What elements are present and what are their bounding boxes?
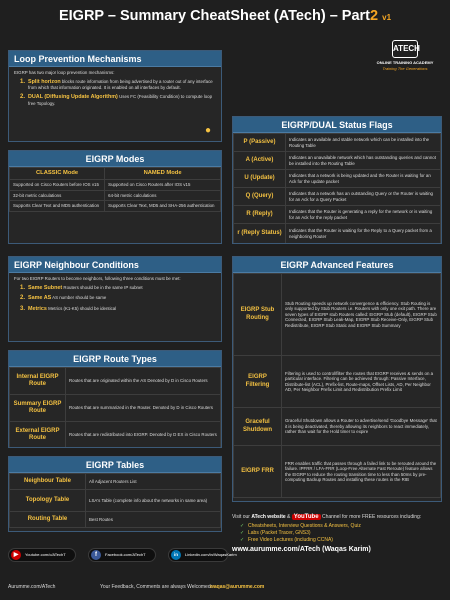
youtube-badge[interactable]: YouTube: [293, 514, 319, 520]
table-row: Supports Clear Text and MD5 authentication Supports Clear Text, MD5 and SHA-256 authentication: [10, 201, 221, 212]
status-flags-header: EIGRP/DUAL Status Flags: [233, 117, 441, 133]
page-title: [0, 2, 450, 30]
footer: [0, 582, 450, 596]
list-item: ✓ Cheatsheets, Interview Questions & Answers, Quiz: [232, 523, 442, 530]
title-part: 2: [370, 8, 379, 24]
logo-mark: ATECH: [392, 40, 418, 58]
table-row: Topology Table LSA's Table (complete info about the networks in same area): [10, 490, 221, 512]
table-row: EIGRP Stub Routing Stub Routing speeds up network convergence & efficiency. Stub Routing is only supported by Stub Routers i.e. Routers with only one exit path. There are seven types of EIGRP stub Routers called: EIGRP Stub (default), EIGRP Stub Connected, EIGRP Stub Leak-Map, EIGRP Stub Receive-Only, EIGRP Stub Redistribute, EIGRP Stub Static and EIGRP Stub Summary: [234, 274, 441, 356]
col-classic: CLASSIC Mode: [10, 168, 105, 180]
promo-list: [232, 523, 442, 544]
table-row: Supported on Cisco Routers before IOS v15 Supported on Cisco Routers after IOS v15: [10, 180, 221, 191]
atech-url-link[interactable]: www.aurumme.com/ATech (Waqas Karim): [232, 545, 371, 553]
modes-table: [9, 167, 221, 212]
logo-tagline: Training The Generations: [382, 66, 428, 71]
advanced-table: [233, 273, 441, 498]
table-row: Routing Table Best Routes: [10, 512, 221, 528]
list-item: 3. Metrics Metrics (K1-K5) should be identical: [20, 305, 117, 312]
lightbulb-icon: ●: [205, 125, 212, 136]
col-named: NAMED Mode: [105, 168, 221, 180]
table-row: P (Passive) Indicates an available and stable network which can be installed into the Routing Table: [234, 134, 441, 152]
loop-prevention-intro: EIGRP has two major loop prevention mechanisms:: [14, 70, 115, 75]
promo-section: [232, 514, 442, 580]
modes-header: EIGRP Modes: [9, 151, 221, 167]
table-row: A (Active) Indicates an unavailable network which has outstanding queries and cannot be installed into the Routing Table: [234, 152, 441, 170]
social-facebook-link[interactable]: f Facebook.com/ATechT: [88, 548, 156, 562]
advanced-section: [232, 256, 442, 502]
loop-prevention-header: Loop Prevention Mechanisms: [9, 51, 221, 67]
linkedin-icon: in: [171, 550, 181, 560]
youtube-icon: ▶: [11, 550, 21, 560]
facebook-icon: f: [91, 550, 101, 560]
footer-feedback: Your Feedback, Comments are always Welcomed:: [100, 584, 212, 590]
neighbour-intro: For two EIGRP Routers to become neighbors, following three conditions must be met:: [14, 276, 181, 281]
tables-table: [9, 473, 221, 528]
list-item: 1. Same Subnet Routers should be in the same IP subnet: [20, 284, 143, 291]
list-item: ✓ Free Video Lectures (including CCNA): [232, 537, 442, 544]
social-linkedin-link[interactable]: in Linkedin.com/in/WaqasKarim: [168, 548, 228, 562]
tables-section: [8, 456, 222, 532]
status-flags-table: [233, 133, 441, 244]
table-row: Graceful Shutdown Graceful Shutdown allows a Router to advertise/send 'Goodbye Message' that it is being deactivated, thereby allowing its neighbors to react immediately, rather than wait for the Hold timer to expire: [234, 408, 441, 446]
title-text: EIGRP – Summary CheatSheet (ATech) – Part: [58, 8, 371, 24]
table-row: Summary EIGRP Route Routes that are summarized in the Router. Denoted by D in Cisco Routers: [10, 395, 221, 422]
table-row: Q (Query) Indicates that a network has an outstanding Query or the Router is waiting for an Ack for a Query Packet: [234, 188, 441, 206]
loop-prevention-section: [8, 50, 222, 142]
promo-intro: Visit our ATech website & YouTube Channel for more FREE resources including:: [232, 514, 422, 520]
list-item: 2. Same AS AS number should be same: [20, 295, 107, 301]
route-types-section: [8, 350, 222, 448]
table-row: r (Reply Status) Indicates that the Router is waiting for the Reply to a Query packet from a neighboring Router: [234, 224, 441, 244]
advanced-header: EIGRP Advanced Features: [233, 257, 441, 273]
atech-website-link[interactable]: ATech website: [251, 514, 286, 520]
footer-email-link[interactable]: waqas@aurumme.com: [210, 584, 265, 590]
table-row: R (Reply) Indicates that the Router is generating a reply for the network or is waiting for an Ack for the reply packet: [234, 206, 441, 224]
neighbour-header: EIGRP Neighbour Conditions: [9, 257, 221, 273]
footer-site-link[interactable]: Aurumme.com/ATech: [8, 584, 56, 590]
status-flags-section: [232, 116, 442, 244]
tables-header: EIGRP Tables: [9, 457, 221, 473]
logo-subtitle: ONLINE TRAINING ACADEMY: [376, 60, 434, 65]
table-row: EIGRP FRR FRR enables traffic that passes through a failed link to be rerouted around the failure. IPFRR / LFA-FRR (Loop-Free Alternate Fast Reroute) feature allows the EIGRP to reduce the routing transition time to less than 50ms by pre-computing Backup Routes and installing these routes in the RIB: [234, 446, 441, 498]
table-row: Neighbour Table All Adjacent Routers List: [10, 474, 221, 490]
table-row: EIGRP Filtering Filtering is used to control/filter the routes that EIGRP receives & sends on a particular interface. Filtering can be achieved through: Passive Interface, Distribute-list (ACL), Prefix-list, Route-maps, Offset Lists, AD, Per Neighbor AD, Per Neighbor Prefix Limit and Redistribution Prefix Limit: [234, 356, 441, 408]
modes-section: [8, 150, 222, 244]
route-types-header: EIGRP Route Types: [9, 351, 221, 367]
table-row: Internal EIGRP Route Routes that are originated within the AS Denoted by D in Cisco Routers: [10, 368, 221, 395]
route-types-table: [9, 367, 221, 448]
atech-logo: [372, 40, 438, 90]
neighbour-section: [8, 256, 222, 342]
social-youtube-link[interactable]: ▶ Youtube.com/c/ATechT: [8, 548, 76, 562]
list-item: ✓ Labs (Packet Tracer, GNS3): [232, 530, 442, 537]
title-version: v1: [382, 13, 392, 22]
loop-item: 2. DUAL (Diffusing Update Algorithm) Uses FC (Feasibility Condition) to compute loop free Topology.: [20, 93, 213, 106]
table-row: U (Update) Indicates that a network is being updated and the Router is waiting for an Ack for the update packet: [234, 170, 441, 188]
table-row: 32-bit metric calculations 64-bit metric calculations: [10, 190, 221, 201]
loop-item: 1. Split horizon blocks route information from being advertised by a router out of any interface from which that information originated. It is enabled on all interfaces by default.: [20, 78, 213, 91]
table-row: External EIGRP Route Routes that are redistributed into EIGRP. Denoted by D EX in Cisco Routers: [10, 422, 221, 449]
